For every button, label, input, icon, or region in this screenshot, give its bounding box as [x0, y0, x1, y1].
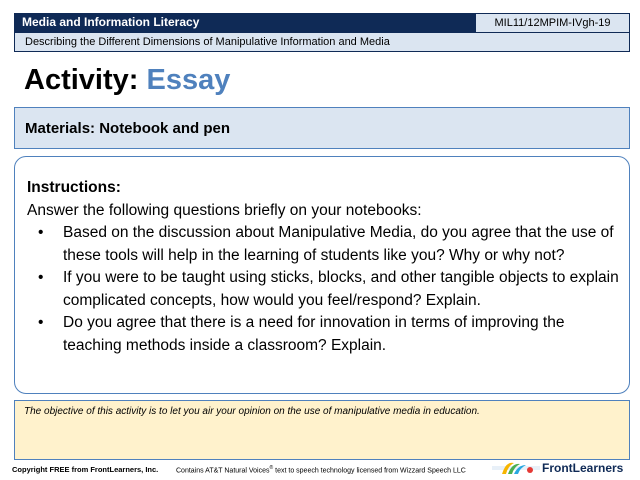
- list-item: [27, 222, 619, 267]
- logo-icon: [492, 459, 540, 477]
- bullet-icon: •: [38, 224, 44, 241]
- bullet-icon: •: [38, 269, 44, 286]
- list-item: [27, 312, 619, 357]
- page-title: [24, 62, 230, 98]
- question-text: Based on the discussion about Manipulative Media, do you agree that the use of these tools will help in the learning of students like you? Why or why not?: [63, 224, 614, 264]
- logo-text: FrontLearners: [542, 461, 624, 475]
- footer-att-notice: [176, 465, 466, 474]
- objective-box: [14, 400, 630, 460]
- instructions-heading: Instructions:: [27, 179, 121, 196]
- course-title: Media and Information Literacy: [22, 15, 200, 29]
- frontlearners-logo: [492, 458, 630, 478]
- instructions-box: [14, 156, 630, 394]
- materials-box: Materials: Notebook and pen: [14, 107, 630, 149]
- lesson-subtitle: Describing the Different Dimensions of Manipulative Information and Media: [14, 33, 630, 52]
- objective-text: The objective of this activity is to let you air your opinion on the use of manipulative media in education.: [24, 406, 480, 417]
- instructions-intro: Answer the following questions briefly on your notebooks:: [27, 201, 422, 219]
- registered-mark: ®: [269, 465, 274, 471]
- att-text: Contains AT&T Natural Voices: [176, 467, 270, 475]
- list-item: [27, 267, 619, 312]
- question-text: Do you agree that there is a need for innovation in terms of improving the teaching methods inside a classroom? Explain.: [63, 314, 565, 354]
- question-text: If you were to be taught using sticks, blocks, and other tangible objects to explain complicated concepts, how would you feel/respond? Explain.: [63, 269, 619, 309]
- bullet-icon: •: [38, 314, 44, 331]
- lesson-code: MIL11/12MPIM-IVgh-19: [475, 13, 630, 33]
- title-accent: Essay: [146, 64, 231, 96]
- question-list: [27, 222, 619, 357]
- att-text-rest: text to speech technology licensed from Wizzard Speech LLC: [273, 467, 466, 475]
- title-prefix: Activity:: [24, 64, 139, 96]
- footer-copyright: Copyright FREE from FrontLearners, Inc.: [12, 465, 159, 474]
